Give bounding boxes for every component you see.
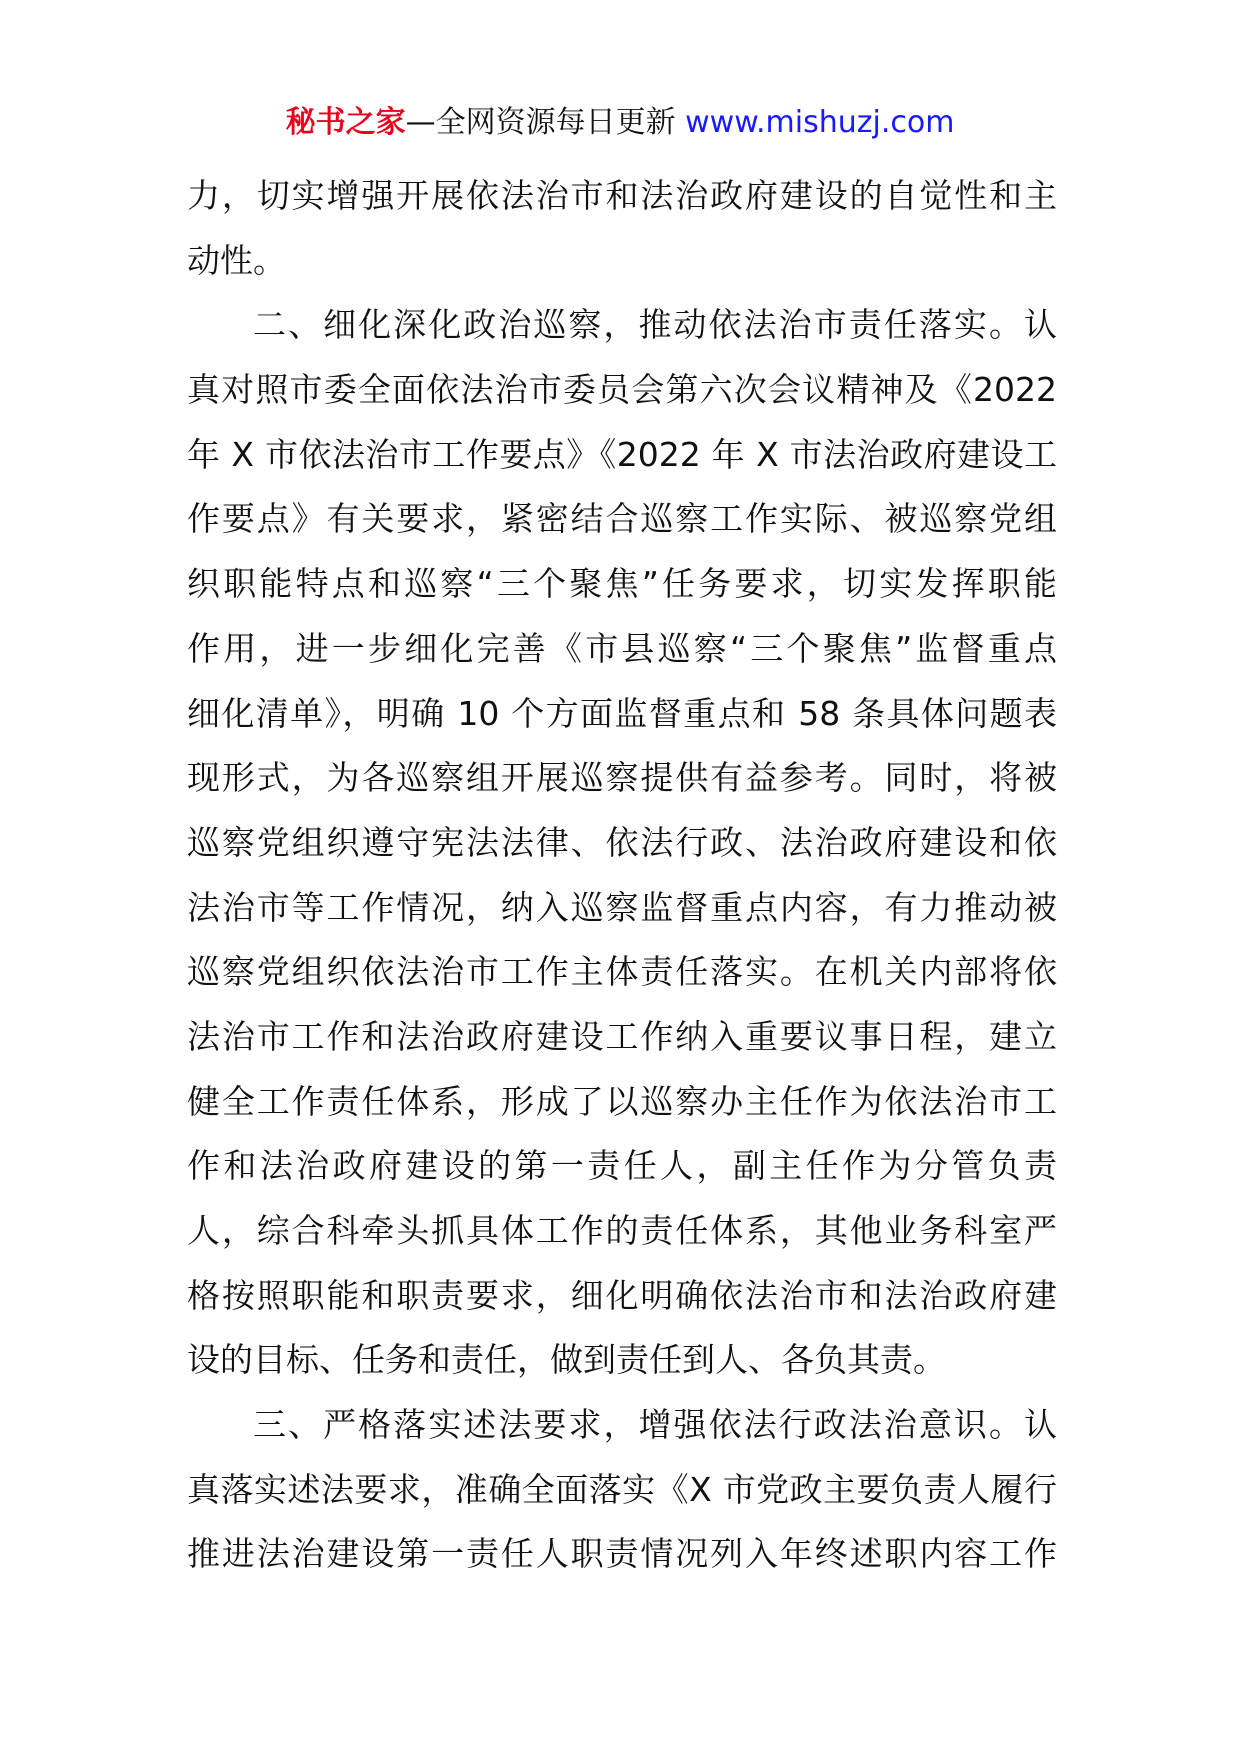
text-line: 巡察党组织遵守宪法法律、依法行政、法治政府建设和依: [187, 822, 1057, 862]
text-line: 格按照职能和职责要求，细化明确依法治市和法治政府建: [187, 1275, 1057, 1315]
website-link[interactable]: www.mishuzj.com: [685, 105, 955, 140]
text-line: 人，综合科牵头抓具体工作的责任体系，其他业务科室严: [187, 1211, 1057, 1250]
text-line: 作要点》有关要求，紧密结合巡察工作实际、被巡察党组: [187, 499, 1057, 539]
text-line: 巡察党组织依法治市工作主体责任落实。在机关内部将依: [187, 952, 1057, 992]
text-line: 动性。: [187, 240, 286, 280]
text-line: 力，切实增强开展依法治市和法治政府建设的自觉性和主: [187, 176, 1057, 215]
text-line: 作和法治政府建设的第一责任人，副主任作为分管负责: [187, 1146, 1057, 1186]
section-heading-line: 二、细化深化政治巡察，推动依法治市责任落实。认: [253, 305, 1057, 345]
text-line: 年 X 市依法治市工作要点》《2022 年 X 市法治政府建设工: [187, 434, 1057, 474]
page-header: [0, 98, 1240, 148]
text-line: 设的目标、任务和责任，做到责任到人、各负其责。: [187, 1340, 946, 1380]
section-heading-line: 三、严格落实述法要求，增强依法行政法治意识。认: [253, 1405, 1057, 1445]
text-line: 现形式，为各巡察组开展巡察提供有益参考。同时，将被: [187, 758, 1057, 798]
text-line: 作用，进一步细化完善《市县巡察“三个聚焦”监督重点: [187, 628, 1057, 668]
text-line: 健全工作责任体系，形成了以巡察办主任作为依法治市工: [187, 1081, 1057, 1121]
header-tagline: —全网资源每日更新: [405, 105, 686, 140]
text-line: 真对照市委全面依法治市委员会第六次会议精神及《2022: [187, 370, 1057, 410]
brand-name: 秘书之家: [285, 105, 406, 140]
text-line: 真落实述法要求，准确全面落实《X 市党政主要负责人履行: [187, 1469, 1057, 1509]
text-line: 织职能特点和巡察“三个聚焦”任务要求，切实发挥职能: [187, 564, 1057, 604]
text-line: 法治市工作和法治政府建设工作纳入重要议事日程，建立: [187, 1016, 1057, 1056]
text-line: 法治市等工作情况，纳入巡察监督重点内容，有力推动被: [187, 887, 1057, 927]
text-line: 细化清单》，明确 10 个方面监督重点和 58 条具体问题表: [187, 693, 1057, 733]
document-body: [187, 164, 1057, 1587]
text-line: 推进法治建设第一责任人职责情况列入年终述职内容工作: [187, 1534, 1057, 1574]
